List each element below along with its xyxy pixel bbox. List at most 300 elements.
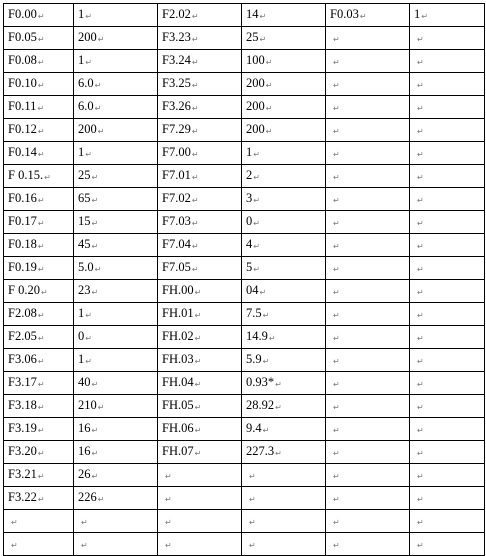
paragraph-mark-icon: ↵ (85, 311, 92, 320)
table-cell (410, 73, 485, 96)
cell-text: F3.21 (8, 467, 37, 481)
cell-text: FH.05 (162, 398, 194, 412)
table-cell (242, 96, 326, 119)
cell-text: 5 (246, 260, 253, 274)
table-row (4, 395, 485, 418)
cell-text: 5.9 (246, 352, 262, 366)
table-cell (326, 395, 410, 418)
paragraph-mark-icon: ↵ (249, 541, 256, 550)
table-cell (242, 441, 326, 464)
paragraph-mark-icon: ↵ (265, 58, 273, 67)
table-cell (4, 487, 74, 510)
paragraph-mark-icon: ↵ (37, 58, 45, 67)
table-cell (74, 349, 158, 372)
cell-text: F3.20 (8, 444, 37, 458)
paragraph-mark-icon: ↵ (194, 288, 202, 297)
paragraph-mark-icon: ↵ (333, 288, 340, 297)
paragraph-mark-icon: ↵ (262, 426, 270, 435)
table-cell (74, 510, 158, 533)
cell-text: FH.02 (162, 329, 194, 343)
table-cell (326, 326, 410, 349)
table-cell (4, 533, 74, 556)
cell-text: 200 (246, 122, 265, 136)
cell-text: FH.01 (162, 306, 194, 320)
cell-text: 65 (78, 191, 91, 205)
table-cell (410, 510, 485, 533)
paragraph-mark-icon: ↵ (417, 219, 424, 228)
paragraph-mark-icon: ↵ (253, 219, 260, 228)
table-cell (158, 142, 242, 165)
parameter-table (3, 3, 485, 556)
table-row (4, 487, 485, 510)
paragraph-mark-icon: ↵ (421, 12, 428, 21)
table-cell (326, 4, 410, 27)
paragraph-mark-icon: ↵ (333, 472, 340, 481)
cell-text: F0.03 (330, 7, 359, 21)
table-cell (4, 372, 74, 395)
table-cell (326, 234, 410, 257)
paragraph-mark-icon: ↵ (94, 81, 102, 90)
paragraph-mark-icon: ↵ (165, 518, 172, 527)
table-cell (242, 303, 326, 326)
paragraph-mark-icon: ↵ (97, 495, 105, 504)
cell-text: 0 (246, 214, 253, 228)
table-cell (326, 257, 410, 280)
cell-text: 226 (78, 490, 97, 504)
paragraph-mark-icon: ↵ (37, 242, 45, 251)
cell-text: 6.0 (78, 76, 94, 90)
table-cell (242, 234, 326, 257)
table-cell (326, 372, 410, 395)
paragraph-mark-icon: ↵ (81, 518, 88, 527)
paragraph-mark-icon: ↵ (333, 403, 340, 412)
table-cell (74, 142, 158, 165)
table-cell (4, 188, 74, 211)
cell-text: 6.0 (78, 99, 94, 113)
cell-text: F3.18 (8, 398, 37, 412)
table-row (4, 188, 485, 211)
cell-text: F0.11 (8, 99, 37, 113)
table-cell (74, 96, 158, 119)
table-cell (4, 4, 74, 27)
cell-text: F0.17 (8, 214, 37, 228)
table-cell (326, 119, 410, 142)
paragraph-mark-icon: ↵ (417, 541, 424, 550)
cell-text: F0.18 (8, 237, 37, 251)
cell-text: 16 (78, 421, 91, 435)
paragraph-mark-icon: ↵ (259, 288, 267, 297)
cell-text: 4 (246, 237, 253, 251)
paragraph-mark-icon: ↵ (265, 127, 273, 136)
table-cell (242, 487, 326, 510)
paragraph-mark-icon: ↵ (91, 380, 99, 389)
paragraph-mark-icon: ↵ (249, 495, 256, 504)
cell-text: 7.5 (246, 306, 262, 320)
cell-text: F3.24 (162, 53, 191, 67)
paragraph-mark-icon: ↵ (417, 334, 424, 343)
paragraph-mark-icon: ↵ (417, 495, 424, 504)
table-cell (4, 395, 74, 418)
table-row (4, 27, 485, 50)
paragraph-mark-icon: ↵ (333, 242, 340, 251)
table-cell (410, 188, 485, 211)
paragraph-mark-icon: ↵ (191, 196, 199, 205)
table-row (4, 372, 485, 395)
table-cell (242, 119, 326, 142)
table-cell (242, 211, 326, 234)
cell-text: FH.04 (162, 375, 194, 389)
paragraph-mark-icon: ↵ (253, 150, 260, 159)
table-row (4, 4, 485, 27)
paragraph-mark-icon: ↵ (359, 12, 367, 21)
paragraph-mark-icon: ↵ (333, 449, 340, 458)
table-cell (4, 418, 74, 441)
table-cell (242, 280, 326, 303)
table-cell (410, 280, 485, 303)
paragraph-mark-icon: ↵ (191, 265, 199, 274)
cell-text: F0.08 (8, 53, 37, 67)
table-cell (242, 533, 326, 556)
table-cell (74, 119, 158, 142)
paragraph-mark-icon: ↵ (333, 265, 340, 274)
cell-text: 16 (78, 444, 91, 458)
paragraph-mark-icon: ↵ (275, 403, 282, 412)
paragraph-mark-icon: ↵ (85, 12, 92, 21)
paragraph-mark-icon: ↵ (259, 12, 267, 21)
cell-text: FH.00 (162, 283, 194, 297)
table-cell (158, 234, 242, 257)
paragraph-mark-icon: ↵ (191, 58, 199, 67)
paragraph-mark-icon: ↵ (417, 403, 424, 412)
paragraph-mark-icon: ↵ (165, 541, 172, 550)
table-cell (74, 50, 158, 73)
cell-text: F0.19 (8, 260, 37, 274)
table-cell (158, 119, 242, 142)
paragraph-mark-icon: ↵ (85, 357, 92, 366)
cell-text: F2.08 (8, 306, 37, 320)
paragraph-mark-icon: ↵ (37, 219, 45, 228)
table-cell (4, 303, 74, 326)
cell-text: F3.19 (8, 421, 37, 435)
table-cell (410, 464, 485, 487)
table-cell (158, 533, 242, 556)
paragraph-mark-icon: ↵ (191, 173, 199, 182)
table-row (4, 234, 485, 257)
paragraph-mark-icon: ↵ (249, 518, 256, 527)
paragraph-mark-icon: ↵ (91, 449, 99, 458)
table-cell (158, 326, 242, 349)
table-cell (410, 4, 485, 27)
cell-text: F0.14 (8, 145, 37, 159)
table-cell (158, 188, 242, 211)
table-cell (74, 165, 158, 188)
table-cell (4, 280, 74, 303)
cell-text: F0.12 (8, 122, 37, 136)
table-cell (158, 510, 242, 533)
paragraph-mark-icon: ↵ (333, 35, 340, 44)
paragraph-mark-icon: ↵ (268, 334, 276, 343)
cell-text: FH.07 (162, 444, 194, 458)
table-row (4, 464, 485, 487)
table-cell (158, 441, 242, 464)
table-cell (158, 4, 242, 27)
table-cell (326, 96, 410, 119)
table-cell (326, 510, 410, 533)
paragraph-mark-icon: ↵ (194, 334, 202, 343)
cell-text: F0.00 (8, 7, 37, 21)
paragraph-mark-icon: ↵ (417, 127, 424, 136)
paragraph-mark-icon: ↵ (97, 127, 105, 136)
table-cell (326, 73, 410, 96)
paragraph-mark-icon: ↵ (333, 541, 340, 550)
paragraph-mark-icon: ↵ (91, 288, 99, 297)
table-cell (74, 257, 158, 280)
paragraph-mark-icon: ↵ (417, 288, 424, 297)
table-cell (74, 280, 158, 303)
table-cell (4, 464, 74, 487)
table-cell (410, 119, 485, 142)
cell-text: 1 (414, 7, 421, 21)
paragraph-mark-icon: ↵ (37, 35, 45, 44)
table-cell (158, 349, 242, 372)
paragraph-mark-icon: ↵ (417, 449, 424, 458)
paragraph-mark-icon: ↵ (37, 426, 45, 435)
paragraph-mark-icon: ↵ (275, 449, 282, 458)
paragraph-mark-icon: ↵ (37, 150, 45, 159)
paragraph-mark-icon: ↵ (333, 219, 340, 228)
paragraph-mark-icon: ↵ (91, 173, 99, 182)
cell-text: 1 (246, 145, 253, 159)
cell-text: 28.92 (246, 398, 275, 412)
table-cell (158, 50, 242, 73)
paragraph-mark-icon: ↵ (417, 380, 424, 389)
cell-text: 1 (78, 352, 85, 366)
paragraph-mark-icon: ↵ (262, 311, 270, 320)
cell-text: F 0.15. (8, 168, 44, 182)
table-cell (4, 165, 74, 188)
paragraph-mark-icon: ↵ (333, 104, 340, 113)
paragraph-mark-icon: ↵ (417, 81, 424, 90)
table-row (4, 73, 485, 96)
paragraph-mark-icon: ↵ (194, 311, 202, 320)
cell-text: F0.10 (8, 76, 37, 90)
table-row (4, 510, 485, 533)
table-cell (410, 257, 485, 280)
table-cell (74, 73, 158, 96)
table-cell (74, 441, 158, 464)
paragraph-mark-icon: ↵ (333, 150, 340, 159)
paragraph-mark-icon: ↵ (194, 380, 202, 389)
paragraph-mark-icon: ↵ (194, 403, 202, 412)
table-cell (410, 234, 485, 257)
paragraph-mark-icon: ↵ (333, 334, 340, 343)
cell-text: 3 (246, 191, 253, 205)
paragraph-mark-icon: ↵ (94, 265, 102, 274)
table-cell (326, 464, 410, 487)
paragraph-mark-icon: ↵ (265, 81, 273, 90)
paragraph-mark-icon: ↵ (91, 196, 99, 205)
table-cell (410, 303, 485, 326)
paragraph-mark-icon: ↵ (249, 472, 256, 481)
cell-text: 200 (78, 122, 97, 136)
paragraph-mark-icon: ↵ (165, 495, 172, 504)
table-cell (242, 73, 326, 96)
table-cell (158, 96, 242, 119)
table-cell (4, 119, 74, 142)
paragraph-mark-icon: ↵ (85, 334, 92, 343)
paragraph-mark-icon: ↵ (333, 58, 340, 67)
paragraph-mark-icon: ↵ (85, 150, 92, 159)
table-cell (242, 464, 326, 487)
cell-text: F7.04 (162, 237, 191, 251)
cell-text: 1 (78, 306, 85, 320)
cell-text: F3.26 (162, 99, 191, 113)
paragraph-mark-icon: ↵ (11, 541, 18, 550)
table-cell (74, 533, 158, 556)
cell-text: 26 (78, 467, 91, 481)
paragraph-mark-icon: ↵ (417, 104, 424, 113)
table-cell (326, 487, 410, 510)
table-cell (4, 326, 74, 349)
cell-text: F3.06 (8, 352, 37, 366)
table-cell (326, 349, 410, 372)
paragraph-mark-icon: ↵ (37, 334, 45, 343)
table-cell (410, 418, 485, 441)
paragraph-mark-icon: ↵ (333, 426, 340, 435)
paragraph-mark-icon: ↵ (37, 380, 45, 389)
paragraph-mark-icon: ↵ (333, 495, 340, 504)
table-cell (326, 418, 410, 441)
table-row (4, 326, 485, 349)
table-row (4, 533, 485, 556)
paragraph-mark-icon: ↵ (417, 173, 424, 182)
table-row (4, 349, 485, 372)
cell-text: F3.25 (162, 76, 191, 90)
cell-text: F3.17 (8, 375, 37, 389)
table-cell (410, 372, 485, 395)
paragraph-mark-icon: ↵ (91, 426, 99, 435)
paragraph-mark-icon: ↵ (91, 219, 99, 228)
paragraph-mark-icon: ↵ (37, 472, 45, 481)
table-cell (74, 27, 158, 50)
table-cell (158, 257, 242, 280)
paragraph-mark-icon: ↵ (417, 311, 424, 320)
paragraph-mark-icon: ↵ (417, 265, 424, 274)
table-cell (242, 165, 326, 188)
cell-text: 210 (78, 398, 97, 412)
cell-text: F7.02 (162, 191, 191, 205)
table-cell (158, 280, 242, 303)
paragraph-mark-icon: ↵ (265, 104, 273, 113)
paragraph-mark-icon: ↵ (417, 472, 424, 481)
paragraph-mark-icon: ↵ (253, 173, 260, 182)
paragraph-mark-icon: ↵ (417, 35, 424, 44)
cell-text: 25 (246, 30, 259, 44)
table-cell (410, 487, 485, 510)
cell-text: F2.05 (8, 329, 37, 343)
paragraph-mark-icon: ↵ (253, 242, 260, 251)
paragraph-mark-icon: ↵ (333, 81, 340, 90)
paragraph-mark-icon: ↵ (259, 35, 267, 44)
cell-text: 200 (246, 99, 265, 113)
cell-text: 100 (246, 53, 265, 67)
cell-text: 15 (78, 214, 91, 228)
paragraph-mark-icon: ↵ (191, 242, 199, 251)
paragraph-mark-icon: ↵ (37, 12, 45, 21)
cell-text: F0.05 (8, 30, 37, 44)
cell-text: FH.03 (162, 352, 194, 366)
cell-text: F2.02 (162, 7, 191, 21)
paragraph-mark-icon: ↵ (333, 357, 340, 366)
table-cell (326, 27, 410, 50)
table-cell (74, 395, 158, 418)
table-cell (326, 142, 410, 165)
table-cell (326, 441, 410, 464)
cell-text: F7.00 (162, 145, 191, 159)
paragraph-mark-icon: ↵ (417, 242, 424, 251)
table-cell (4, 441, 74, 464)
table-cell (326, 280, 410, 303)
table-cell (74, 303, 158, 326)
table-cell (242, 257, 326, 280)
cell-text: 200 (78, 30, 97, 44)
paragraph-mark-icon: ↵ (262, 357, 270, 366)
table-cell (158, 487, 242, 510)
table-cell (4, 27, 74, 50)
table-cell (4, 257, 74, 280)
paragraph-mark-icon: ↵ (85, 58, 92, 67)
paragraph-mark-icon: ↵ (37, 495, 45, 504)
cell-text: 5.0 (78, 260, 94, 274)
paragraph-mark-icon: ↵ (37, 196, 45, 205)
table-cell (410, 27, 485, 50)
paragraph-mark-icon: ↵ (191, 35, 199, 44)
cell-text: 1 (78, 53, 85, 67)
table-cell (4, 211, 74, 234)
cell-text: FH.06 (162, 421, 194, 435)
paragraph-mark-icon: ↵ (165, 472, 172, 481)
table-cell (158, 395, 242, 418)
paragraph-mark-icon: ↵ (194, 449, 202, 458)
paragraph-mark-icon: ↵ (191, 104, 199, 113)
paragraph-mark-icon: ↵ (81, 541, 88, 550)
paragraph-mark-icon: ↵ (417, 196, 424, 205)
cell-text: F7.29 (162, 122, 191, 136)
table-cell (158, 27, 242, 50)
table-cell (410, 349, 485, 372)
table-cell (4, 510, 74, 533)
table-cell (242, 510, 326, 533)
paragraph-mark-icon: ↵ (194, 426, 202, 435)
table-row (4, 96, 485, 119)
paragraph-mark-icon: ↵ (44, 173, 51, 182)
table-row (4, 142, 485, 165)
cell-text: F7.05 (162, 260, 191, 274)
paragraph-mark-icon: ↵ (333, 196, 340, 205)
paragraph-mark-icon: ↵ (333, 127, 340, 136)
paragraph-mark-icon: ↵ (191, 150, 199, 159)
table-cell (326, 188, 410, 211)
paragraph-mark-icon: ↵ (37, 403, 45, 412)
paragraph-mark-icon: ↵ (91, 242, 99, 251)
table-cell (242, 4, 326, 27)
paragraph-mark-icon: ↵ (417, 58, 424, 67)
table-cell (158, 73, 242, 96)
table-cell (4, 349, 74, 372)
paragraph-mark-icon: ↵ (417, 150, 424, 159)
table-cell (74, 234, 158, 257)
table-cell (74, 326, 158, 349)
